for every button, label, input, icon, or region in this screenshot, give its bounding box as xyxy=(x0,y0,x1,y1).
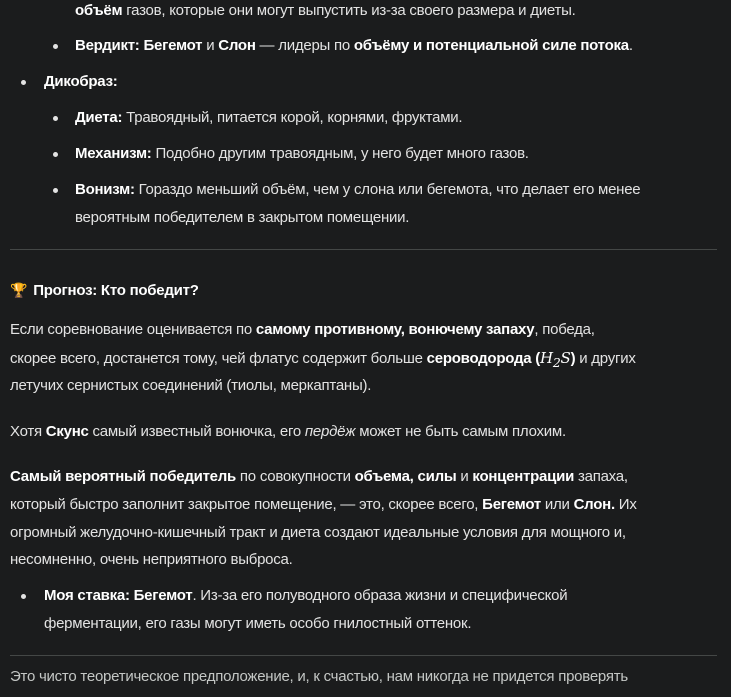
section-divider xyxy=(10,249,717,250)
bold-text: Вонизм: xyxy=(75,181,135,198)
section-heading xyxy=(10,280,199,301)
text-span: Подобно другим травоядным, у него будет много газов. xyxy=(151,145,529,162)
bold-text: Слон xyxy=(218,37,256,54)
bullet-icon xyxy=(21,594,26,599)
text-span: Если соревнование оценивается по xyxy=(10,321,256,338)
paragraph-line xyxy=(10,467,628,487)
bold-text: самому противному, вонючему запаху xyxy=(255,321,535,338)
bullet-icon xyxy=(53,188,58,193)
math-formula: H xyxy=(540,349,553,367)
bold-text: Механизм: xyxy=(75,145,152,162)
text-span: — лидеры по xyxy=(255,37,354,54)
text-span: , победа, xyxy=(534,321,595,338)
math-formula: S xyxy=(560,349,571,367)
text-span: несомненно, очень неприятного выброса. xyxy=(10,551,293,568)
text-span: . Из-за его полуводного образа жизни и специфической xyxy=(192,587,568,604)
bold-text: Скунс xyxy=(45,423,89,440)
text-span: . xyxy=(628,37,633,54)
text-span: самый известный вонючка, его xyxy=(88,423,305,440)
paragraph-line xyxy=(10,422,566,442)
bold-text: Прогноз: Кто победит? xyxy=(33,282,199,299)
text-span: Их xyxy=(614,496,637,513)
bold-text: Моя ставка: Бегемот xyxy=(44,587,193,604)
paragraph-line xyxy=(10,523,626,543)
text-span: Это чисто теоретическое предположение, и, к счастью, нам никогда не придется проверять xyxy=(10,668,628,685)
list-item-verdict xyxy=(75,36,633,56)
text-span: по совокупности xyxy=(236,468,355,485)
paragraph-line xyxy=(10,495,637,515)
section-divider xyxy=(10,655,717,656)
list-item-smell-cont xyxy=(75,208,409,228)
paragraph-line xyxy=(10,550,293,570)
list-item-porcupine xyxy=(44,72,118,92)
paragraph-line xyxy=(10,667,628,687)
bold-text: объёму и потенциальной силе потока xyxy=(353,37,629,54)
text-span: огромный желудочно-кишечный тракт и диета создают идеальные условия для мощного и, xyxy=(10,524,626,541)
text-span: летучих сернистых соединений (тиолы, меркаптаны). xyxy=(10,377,372,394)
list-item-my-bet-cont xyxy=(44,614,471,634)
bullet-icon xyxy=(21,80,26,85)
text-span: Гораздо меньший объём, чем у слона или бегемота, что делает его менее xyxy=(134,181,641,198)
text-span: или xyxy=(540,496,574,513)
bullet-icon xyxy=(53,116,58,121)
list-item-text xyxy=(75,1,576,21)
bold-text: Диета: xyxy=(75,109,123,126)
list-item-diet xyxy=(75,108,462,128)
bold-text: концентрации xyxy=(472,468,575,485)
bold-text: ) xyxy=(570,350,576,367)
bold-text: Вердикт: Бегемот xyxy=(75,37,203,54)
text-span: вероятным победителем в закрытом помещении. xyxy=(75,209,410,226)
list-item-mechanism xyxy=(75,144,529,164)
text-span: который быстро заполнит закрытое помещение, — это, скорее всего, xyxy=(10,496,483,513)
paragraph-line xyxy=(10,376,371,396)
bullet-icon xyxy=(53,44,58,49)
trophy-icon: 🏆 xyxy=(10,282,28,298)
bold-text: Самый вероятный победитель xyxy=(10,468,237,485)
text-span: и других xyxy=(575,350,636,367)
italic-text: пердёж xyxy=(304,423,356,440)
bold-text: объема, силы xyxy=(354,468,457,485)
text-span: газов, которые они могут выпустить из-за своего размера и диеты. xyxy=(122,2,576,19)
bold-text: сероводорода ( xyxy=(426,350,540,367)
text-span: Травоядный, питается корой, корнями, фруктами. xyxy=(122,109,463,126)
text-span: Хотя xyxy=(10,423,46,440)
list-item-my-bet xyxy=(44,586,567,606)
text-span: скорее всего, достанется тому, чей флатус содержит больше xyxy=(10,350,427,367)
list-item-smell xyxy=(75,180,640,200)
bold-text: Бегемот xyxy=(482,496,541,513)
text-span: запаха, xyxy=(574,468,628,485)
text-span: может не быть самым плохим. xyxy=(355,423,566,440)
text-span: ферментации, его газы могут иметь особо гнилостный оттенок. xyxy=(44,615,472,632)
text-span: и xyxy=(202,37,219,54)
bullet-icon xyxy=(53,152,58,157)
bold-text: Дикобраз: xyxy=(44,73,118,90)
text-span: и xyxy=(456,468,473,485)
math-formula: 2 xyxy=(552,355,561,370)
bold-text: объём xyxy=(75,2,123,19)
bold-text: Слон. xyxy=(573,496,615,513)
paragraph-line xyxy=(10,320,595,340)
paragraph-line xyxy=(10,348,636,373)
